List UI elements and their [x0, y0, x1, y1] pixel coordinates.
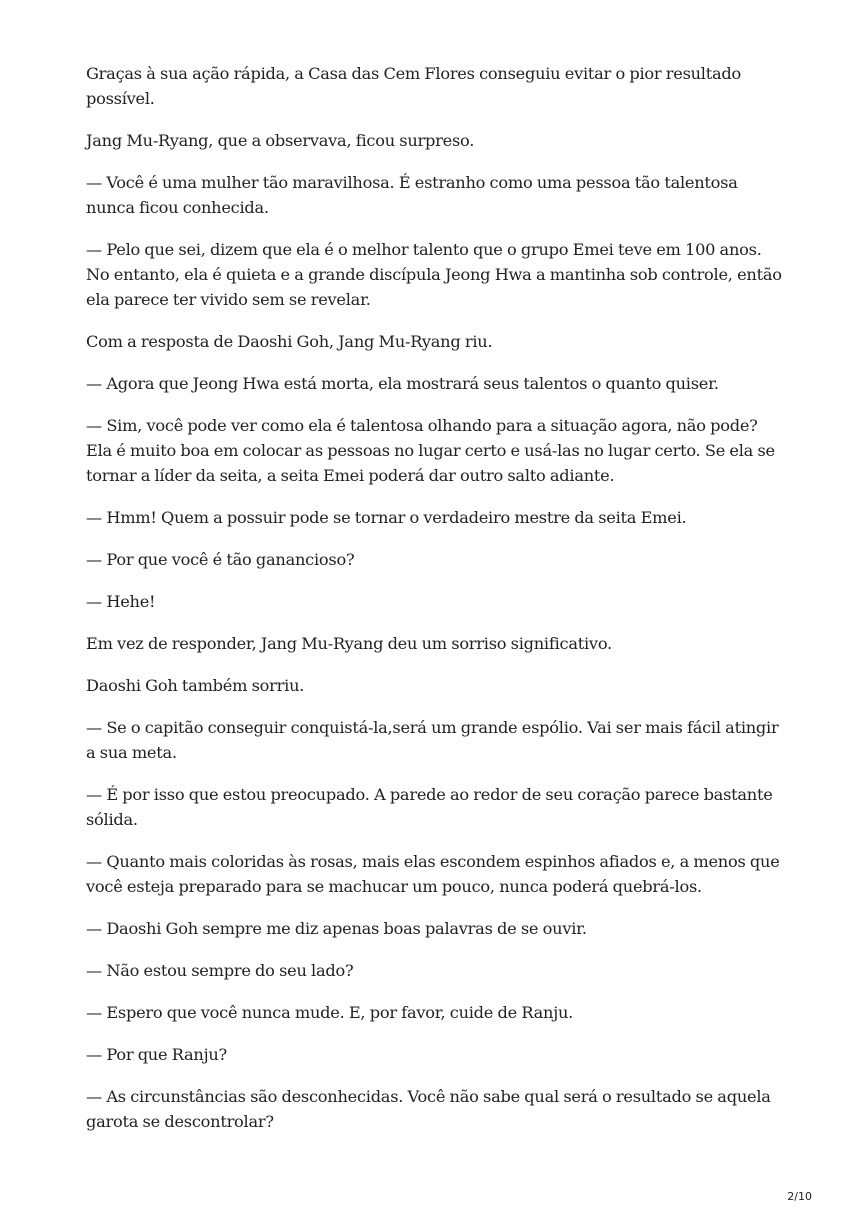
paragraph: — Agora que Jeong Hwa está morta, ela mostrará seus talentos o quanto quiser.	[86, 374, 719, 393]
paragraph: — Você é uma mulher tão maravilhosa. É estranho como uma pessoa tão talentosa nunca ficou conhecida.	[86, 173, 738, 217]
paragraph: Jang Mu-Ryang, que a observava, ficou surpreso.	[86, 131, 475, 150]
paragraph: — Por que você é tão ganancioso?	[86, 550, 355, 569]
paragraph: — Se o capitão conseguir conquistá-la,será um grande espólio. Vai ser mais fácil atingir a sua meta.	[86, 718, 779, 762]
paragraph: — Daoshi Goh sempre me diz apenas boas palavras de se ouvir.	[86, 919, 587, 938]
paragraph: — As circunstâncias são desconhecidas. Você não sabe qual será o resultado se aquela garota se descontrolar?	[86, 1087, 771, 1131]
paragraph: — Não estou sempre do seu lado?	[86, 961, 354, 980]
paragraph: — É por isso que estou preocupado. A parede ao redor de seu coração parece bastante sólida.	[86, 785, 773, 829]
paragraph: Em vez de responder, Jang Mu-Ryang deu um sorriso significativo.	[86, 634, 612, 653]
page-number: 2/10	[787, 1190, 812, 1203]
paragraph: Graças à sua ação rápida, a Casa das Cem Flores conseguiu evitar o pior resultado possível.	[86, 64, 741, 108]
paragraph: — Espero que você nunca mude. E, por favor, cuide de Ranju.	[86, 1003, 574, 1022]
paragraph: — Pelo que sei, dizem que ela é o melhor talento que o grupo Emei teve em 100 anos. No entanto, ela é quieta e a grande discípula Jeong Hwa a mantinha sob controle, então ela parece ter vivido sem se revelar.	[86, 240, 782, 309]
paragraph: — Hmm! Quem a possuir pode se tornar o verdadeiro mestre da seita Emei.	[86, 508, 687, 527]
paragraph: Com a resposta de Daoshi Goh, Jang Mu-Ryang riu.	[86, 332, 493, 351]
document-body	[86, 61, 786, 1151]
paragraph: — Por que Ranju?	[86, 1045, 227, 1064]
paragraph: — Sim, você pode ver como ela é talentosa olhando para a situação agora, não pode? Ela é muito boa em colocar as pessoas no lugar certo e usá-las no lugar certo. Se ela se tornar a líder da seita, a seita Emei poderá dar outro salto adiante.	[86, 416, 775, 485]
paragraph: Daoshi Goh também sorriu.	[86, 676, 305, 695]
paragraph: — Hehe!	[86, 592, 156, 611]
paragraph: — Quanto mais coloridas às rosas, mais elas escondem espinhos afiados e, a menos que você esteja preparado para se machucar um pouco, nunca poderá quebrá-los.	[86, 852, 780, 896]
